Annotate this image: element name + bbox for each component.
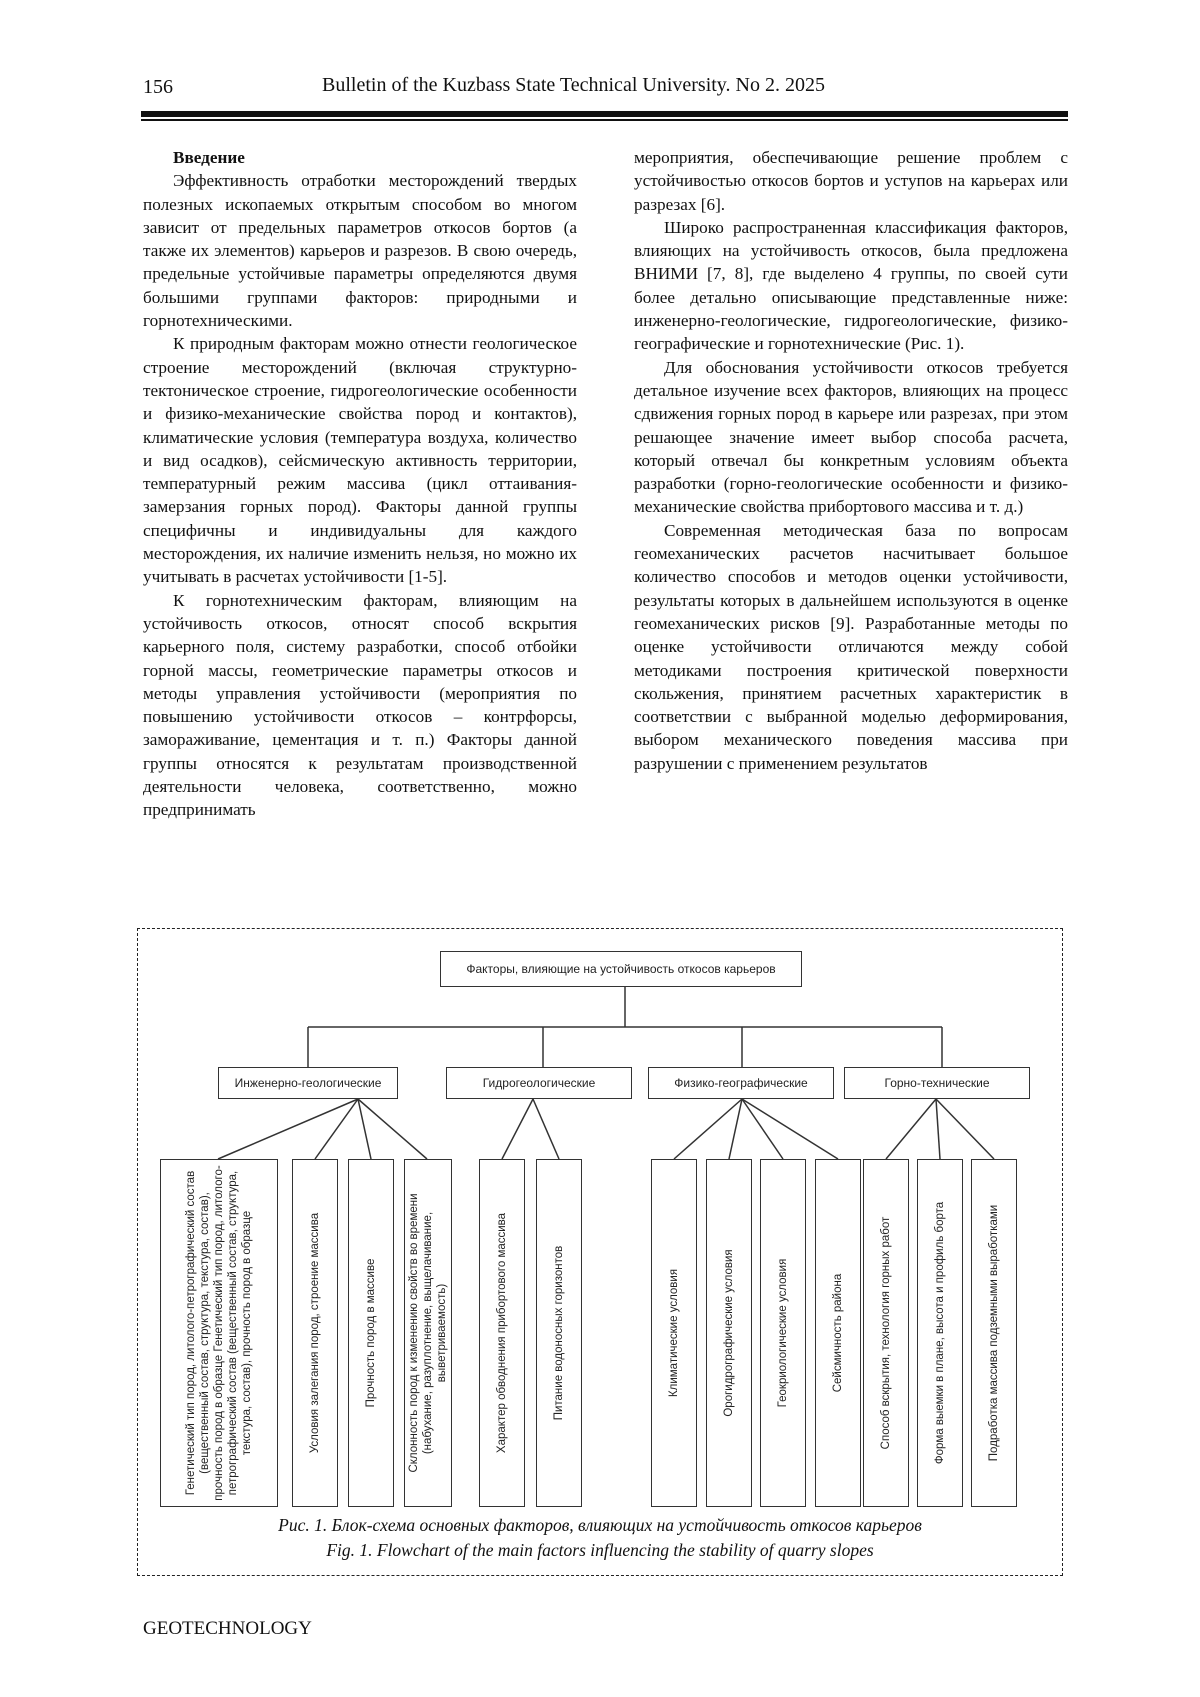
flowchart-leaf: Питание водоносных горизонтов: [536, 1159, 582, 1507]
section-footer: GEOTECHNOLOGY: [143, 1618, 312, 1639]
flowchart-root: Факторы, влияющие на устойчивость откосов карьеров: [440, 951, 802, 987]
paragraph: Широко распространенная классификация факторов, влияющих на устойчивость откосов, была предложена ВНИМИ [7, 8], где выделено 4 группы, по своей сути более детально описывающие представленные ниже: инженерно-геологические, гидрогеологические, физико-географические и горнотехнические (Рис. 1).: [634, 217, 1068, 354]
flowchart-group-engineering-geological: Инженерно-геологические: [218, 1067, 398, 1099]
figure-caption-ru: Рис. 1. Блок-схема основных факторов, влияющих на устойчивость откосов карьеров: [278, 1515, 922, 1535]
flowchart-group-mining-technical: Горно-технические: [844, 1067, 1030, 1099]
page-number: 156: [143, 76, 173, 98]
paragraph-continuation: мероприятия, обеспечивающие решение проблем с устойчивостью откосов бортов и уступов на карьерах или разрезах [6].: [634, 148, 1068, 214]
flowchart-leaf: Условия залегания пород, строение массива: [292, 1159, 338, 1507]
flowchart-leaf: Форма выемки в плане, высота и профиль борта: [917, 1159, 963, 1507]
paragraph: Современная методическая база по вопросам геомеханических расчетов насчитывает большое количество способов и методов оценки устойчивости, результаты которых в дальнейшем используются в оценке геомеханических рисков [9]. Разработанные методы по оценке устойчивости отличаются между собой методиками построения критической поверхности скольжения, принятием расчетных характеристик в соответствии с выбранной моделью деформирования, выбором механического поведения массива при разрушении с применением результатов: [634, 520, 1068, 773]
flowchart-leaf: Геокриологические условия: [760, 1159, 806, 1507]
flowchart-leaf: Характер обводнения прибортового массива: [479, 1159, 525, 1507]
flowchart-group-physical-geographical: Физико-географические: [648, 1067, 834, 1099]
flowchart-leaf: Способ вскрытия, технология горных работ: [863, 1159, 909, 1507]
figure-caption-en: Fig. 1. Flowchart of the main factors influencing the stability of quarry slopes: [326, 1540, 874, 1560]
flowchart-leaf: Подработка массива подземными выработками: [971, 1159, 1017, 1507]
section-heading: Введение: [173, 148, 245, 167]
flowchart-leaf: Климатические условия: [651, 1159, 697, 1507]
flowchart-leaf: Орогидрографические условия: [706, 1159, 752, 1507]
paragraph: К горнотехническим факторам, влияющим на устойчивость откосов, относят способ вскрытия карьерного поля, систему разработки, способ отбойки горной массы, геометрические параметры откосов и методы управления устойчивости (мероприятия по повышению устойчивости откосов – контрфорсы, замораживание, цементация и т. п.) Факторы данной группы относятся к результатам производственной деятельности человека, соответственно, можно предпринимать: [143, 590, 577, 820]
flowchart-leaf: Склонность пород к изменению свойств во времени (набухание, разуплотнение, выщелачивание, выветриваемость): [404, 1159, 452, 1507]
header-rule-thick: [141, 111, 1068, 117]
left-column: [143, 146, 577, 822]
paragraph: Эффективность отработки месторождений твердых полезных ископаемых открытым способом во многом зависит от предельных параметров откосов бортов (а также их элементов) карьеров и разрезов. В свою очередь, предельные устойчивые параметры определяются двумя большими группами факторов: природными и горнотехническими.: [143, 171, 577, 331]
right-column: [634, 146, 1068, 775]
flowchart-group-hydrogeological: Гидрогеологические: [446, 1067, 632, 1099]
flowchart-leaf: Сейсмичность района: [815, 1159, 861, 1507]
paragraph: Для обоснования устойчивости откосов требуется детальное изучение всех факторов, влияющих на процесс сдвижения горных пород в карьере или разрезах, при этом решающее значение имеет выбор способа расчета, который отвечал бы конкретным условиям объекта разработки (горно-геологические особенности и физико-механические свойства прибортового массива и т. д.): [634, 357, 1068, 517]
paragraph: К природным факторам можно отнести геологическое строение месторождений (включая структурно-тектоническое строение, гидрогеологические особенности и физико-механические свойства пород и контактов), климатические условия (температура воздуха, количество и вид осадков), сейсмическую активность территории, температурный режим массива (цикл оттаивания-замерзания горных пород). Факторы данной группы специфичны и индивидуальны для каждого месторождения, их наличие изменить нельзя, но можно их учитывать в расчетах устойчивости [1-5].: [143, 334, 577, 587]
journal-title: Bulletin of the Kuzbass State Technical University. No 2. 2025: [322, 74, 825, 96]
figure-flowchart: [137, 928, 1063, 1576]
header-rule-thin: [141, 119, 1068, 121]
flowchart-leaf: Прочность пород в массиве: [348, 1159, 394, 1507]
flowchart-leaf: Генетический тип пород, литолого-петрографический состав (вещественный состав, структура, текстура, состав), прочность пород в образце Генетический тип пород, литолого-петрографический состав (вещественный состав, структура, текстура, состав), прочность пород в образце: [160, 1159, 278, 1507]
